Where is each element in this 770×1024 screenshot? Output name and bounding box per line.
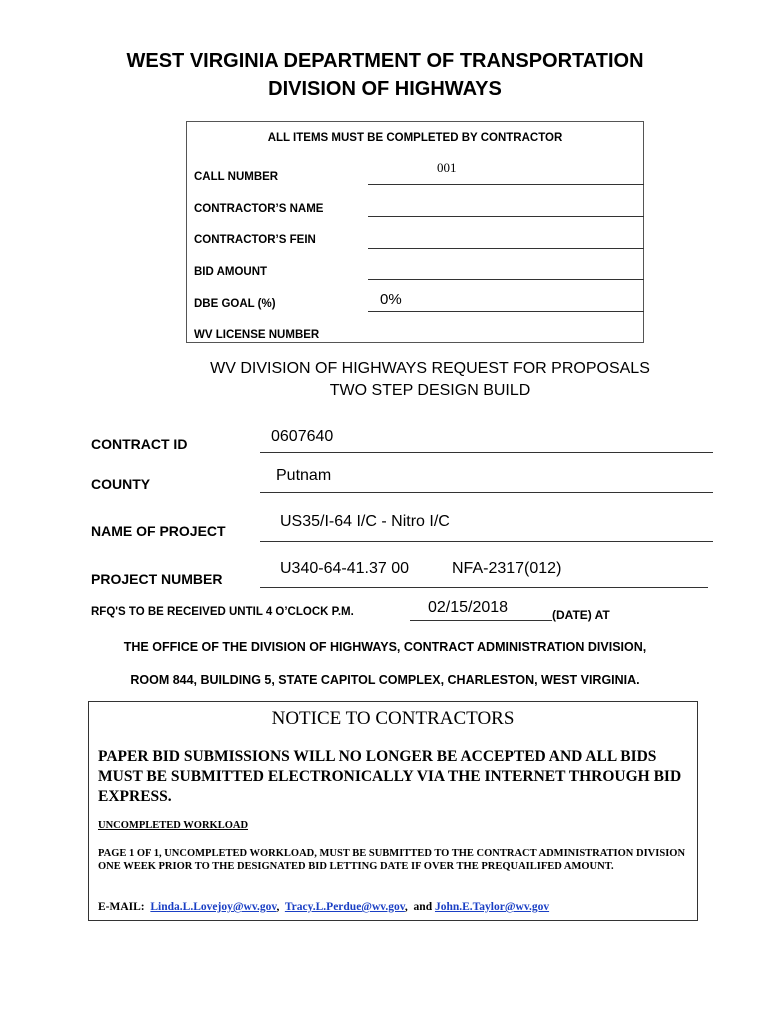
- dbe-goal-label: DBE GOAL (%): [194, 298, 276, 310]
- email-link-perdue[interactable]: Tracy.L.Perdue@wv.gov: [284, 901, 405, 913]
- bid-amount-field[interactable]: [368, 279, 644, 280]
- dbe-goal-field[interactable]: [368, 311, 644, 312]
- office-line: THE OFFICE OF THE DIVISION OF HIGHWAYS, CONTRACT ADMINISTRATION DIVISION,: [123, 640, 647, 654]
- email-and: and: [413, 901, 433, 913]
- title-division: DIVISION OF HIGHWAYS: [268, 78, 502, 100]
- wv-license-label: WV LICENSE NUMBER: [194, 329, 320, 341]
- contract-id-value: 0607640: [271, 428, 334, 445]
- contractor-fein-label: CONTRACTOR’S FEIN: [194, 234, 316, 246]
- contractor-name-label: CONTRACTOR’S NAME: [194, 203, 324, 215]
- project-number-value-1: U340-64-41.37 00: [280, 560, 409, 577]
- workload-heading: UNCOMPLETED WORKLOAD: [98, 820, 249, 831]
- notice-box: [88, 701, 698, 921]
- email-line: E-MAIL: Linda.L.Lovejoy@wv.gov, Tracy.L.Perdue@wv.gov, and John.E.Taylor@wv.gov: [98, 901, 550, 913]
- contractor-info-box: [186, 121, 644, 343]
- project-name-label: NAME OF PROJECT: [91, 523, 226, 539]
- contractor-fein-field[interactable]: [368, 248, 644, 249]
- rfp-title: WV DIVISION OF HIGHWAYS REQUEST FOR PROPOSALS: [210, 360, 650, 377]
- rfq-date-suffix: (DATE) AT: [552, 608, 610, 622]
- project-name-line: [260, 541, 713, 542]
- call-number-value: 001: [437, 160, 457, 175]
- notice-body: PAPER BID SUBMISSIONS WILL NO LONGER BE ACCEPTED AND ALL BIDS MUST BE SUBMITTED ELECTRONICALLY VIA THE INTERNET THROUGH BID EXPRESS.: [98, 748, 682, 805]
- rfq-deadline-label: RFQ'S TO BE RECEIVED UNTIL 4 O’CLOCK P.M.: [91, 606, 354, 618]
- notice-title: NOTICE TO CONTRACTORS: [271, 708, 515, 729]
- title-department: WEST VIRGINIA DEPARTMENT OF TRANSPORTATION: [126, 50, 644, 72]
- project-number-label: PROJECT NUMBER: [91, 571, 223, 587]
- project-number-value-2: NFA-2317(012): [452, 560, 562, 577]
- county-line: [260, 492, 713, 493]
- rfp-subtitle: TWO STEP DESIGN BUILD: [329, 382, 531, 399]
- email-label: E-MAIL:: [98, 901, 145, 913]
- dbe-goal-value: 0%: [380, 291, 402, 308]
- rfq-date-line: [410, 620, 552, 621]
- email-link-lovejoy[interactable]: Linda.L.Lovejoy@wv.gov: [150, 901, 277, 913]
- contractor-name-field[interactable]: [368, 216, 644, 217]
- project-number-line: [260, 587, 708, 588]
- workload-text: PAGE 1 OF 1, UNCOMPLETED WORKLOAD, MUST BE SUBMITTED TO THE CONTRACT ADMINISTRATION DIVISION ONE WEEK PRIOR TO THE DESIGNATED BID LETTING DATE IF OVER THE PREQUAILIFED AMOUNT.: [98, 848, 686, 872]
- contract-id-line: [260, 452, 713, 453]
- project-name-value: US35/I-64 I/C - Nitro I/C: [280, 513, 450, 530]
- rfq-date-value: 02/15/2018: [428, 599, 509, 616]
- contractor-box-heading: ALL ITEMS MUST BE COMPLETED BY CONTRACTOR: [267, 132, 563, 144]
- call-number-label: CALL NUMBER: [194, 171, 279, 183]
- call-number-field[interactable]: [368, 184, 644, 185]
- email-link-taylor[interactable]: John.E.Taylor@wv.gov: [434, 901, 550, 913]
- county-value: Putnam: [276, 467, 332, 484]
- bid-amount-label: BID AMOUNT: [194, 266, 268, 278]
- county-label: COUNTY: [91, 476, 151, 492]
- contract-id-label: CONTRACT ID: [91, 436, 188, 452]
- address-line: ROOM 844, BUILDING 5, STATE CAPITOL COMPLEX, CHARLESTON, WEST VIRGINIA.: [130, 673, 640, 687]
